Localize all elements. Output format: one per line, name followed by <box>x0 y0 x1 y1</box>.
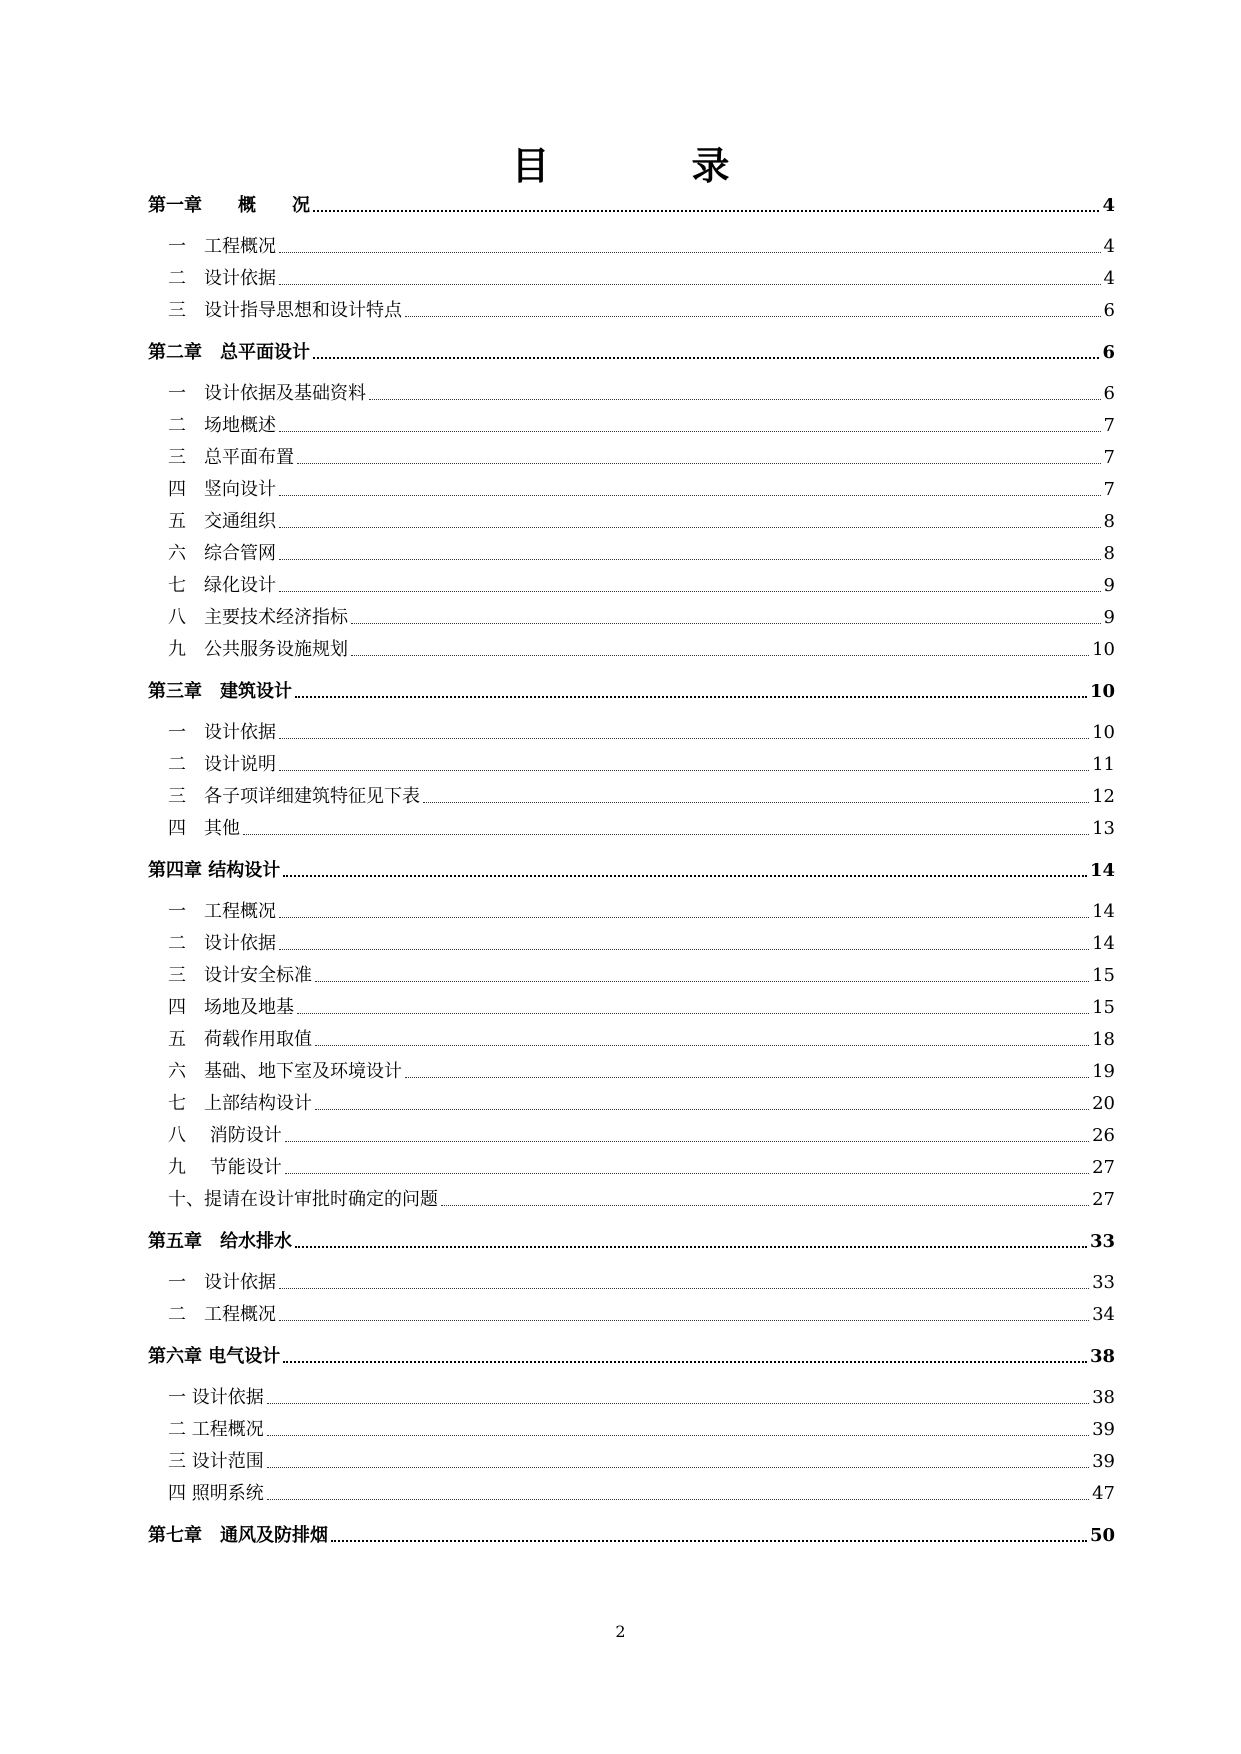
toc-entry-page-number: 14 <box>1089 860 1115 881</box>
toc-entry-label: 二 设计依据 <box>168 268 276 289</box>
toc-entry-label: 第三章 建筑设计 <box>148 681 292 702</box>
toc-section-entry[interactable] <box>168 1302 1115 1328</box>
toc-entry-label: 六 基础、地下室及环境设计 <box>168 1061 402 1082</box>
toc-section-entry[interactable] <box>168 266 1115 292</box>
toc-entry-page-number: 50 <box>1089 1525 1115 1546</box>
toc-entry-page-number: 38 <box>1089 1346 1115 1367</box>
toc-section-entry[interactable] <box>168 509 1115 535</box>
toc-section-entry[interactable] <box>168 1027 1115 1053</box>
page-number: 2 <box>615 1622 626 1641</box>
toc-dot-leader <box>243 834 1089 835</box>
toc-chapter-entry[interactable] <box>148 1523 1115 1549</box>
toc-section-entry[interactable] <box>168 1091 1115 1117</box>
toc-entry-label: 九 公共服务设施规划 <box>168 639 348 660</box>
toc-dot-leader <box>279 949 1089 950</box>
toc-entry-label: 二 设计依据 <box>168 933 276 954</box>
toc-entry-label: 一 工程概况 <box>168 901 276 922</box>
toc-entry-page-number: 27 <box>1092 1157 1115 1178</box>
toc-entry-page-number: 4 <box>1103 236 1115 257</box>
toc-dot-leader <box>313 210 1099 212</box>
toc-entry-label: 三 设计范围 <box>168 1451 264 1472</box>
toc-entry-label: 一 设计依据及基础资料 <box>168 383 366 404</box>
toc-entry-page-number: 8 <box>1103 543 1115 564</box>
toc-chapter-entry[interactable] <box>148 1344 1115 1370</box>
toc-entry-page-number: 4 <box>1103 268 1115 289</box>
toc-entry-page-number: 18 <box>1092 1029 1115 1050</box>
toc-section-entry[interactable] <box>168 605 1115 631</box>
toc-entry-label: 十、提请在设计审批时确定的问题 <box>168 1189 438 1210</box>
toc-section-entry[interactable] <box>168 1481 1115 1507</box>
toc-section-entry[interactable] <box>168 234 1115 260</box>
toc-entry-page-number: 6 <box>1102 342 1115 363</box>
toc-entry-label: 九 节能设计 <box>168 1157 282 1178</box>
toc-entry-page-number: 13 <box>1092 818 1115 839</box>
toc-dot-leader <box>313 357 1099 359</box>
toc-entry-label: 二 场地概述 <box>168 415 276 436</box>
toc-section-entry[interactable] <box>168 477 1115 503</box>
toc-dot-leader <box>279 495 1101 496</box>
toc-entry-page-number: 7 <box>1103 479 1115 500</box>
toc-dot-leader <box>405 316 1101 317</box>
toc-dot-leader <box>295 1246 1087 1248</box>
toc-entry-label: 一 工程概况 <box>168 236 276 257</box>
toc-entry-page-number: 20 <box>1092 1093 1115 1114</box>
toc-dot-leader <box>441 1205 1089 1206</box>
toc-dot-leader <box>351 655 1089 656</box>
toc-section-entry[interactable] <box>168 381 1115 407</box>
toc-entry-label: 四 竖向设计 <box>168 479 276 500</box>
toc-dot-leader <box>351 623 1101 624</box>
toc-chapter-entry[interactable] <box>148 858 1115 884</box>
toc-section-entry[interactable] <box>168 899 1115 925</box>
toc-dot-leader <box>285 1141 1089 1142</box>
toc-dot-leader <box>315 981 1089 982</box>
toc-dot-leader <box>279 591 1101 592</box>
toc-entry-label: 第一章 概 况 <box>148 195 310 216</box>
toc-section-entry[interactable] <box>168 1187 1115 1213</box>
toc-dot-leader <box>283 1361 1087 1363</box>
toc-dot-leader <box>279 770 1089 771</box>
toc-chapter-entry[interactable] <box>148 340 1115 366</box>
toc-entry-page-number: 15 <box>1092 997 1115 1018</box>
toc-entry-page-number: 47 <box>1092 1483 1115 1504</box>
toc-dot-leader <box>315 1045 1089 1046</box>
toc-entry-label: 五 交通组织 <box>168 511 276 532</box>
toc-section-entry[interactable] <box>168 720 1115 746</box>
toc-dot-leader <box>267 1435 1089 1436</box>
toc-entry-page-number: 6 <box>1103 300 1115 321</box>
toc-chapter-entry[interactable] <box>148 1229 1115 1255</box>
toc-entry-label: 四 场地及地基 <box>168 997 294 1018</box>
toc-dot-leader <box>297 463 1101 464</box>
toc-dot-leader <box>315 1109 1089 1110</box>
toc-entry-page-number: 8 <box>1103 511 1115 532</box>
toc-dot-leader <box>331 1540 1087 1542</box>
toc-entry-page-number: 9 <box>1103 607 1115 628</box>
toc-entry-label: 一 设计依据 <box>168 1387 264 1408</box>
toc-entry-label: 第五章 给水排水 <box>148 1231 292 1252</box>
toc-dot-leader <box>295 696 1087 698</box>
toc-dot-leader <box>279 284 1101 285</box>
toc-entry-page-number: 6 <box>1103 383 1115 404</box>
toc-section-entry[interactable] <box>168 784 1115 810</box>
toc-dot-leader <box>267 1499 1089 1500</box>
toc-entry-page-number: 34 <box>1092 1304 1115 1325</box>
toc-section-entry[interactable] <box>168 1123 1115 1149</box>
toc-dot-leader <box>423 802 1089 803</box>
toc-entry-page-number: 4 <box>1102 195 1115 216</box>
toc-entry-label: 第七章 通风及防排烟 <box>148 1525 328 1546</box>
toc-section-entry[interactable] <box>168 1449 1115 1475</box>
toc-entry-label: 二 工程概况 <box>168 1419 264 1440</box>
toc-section-entry[interactable] <box>168 963 1115 989</box>
toc-entry-page-number: 9 <box>1103 575 1115 596</box>
toc-chapter-entry[interactable] <box>148 679 1115 705</box>
toc-entry-label: 第四章 结构设计 <box>148 860 281 881</box>
toc-dot-leader <box>405 1077 1089 1078</box>
toc-entry-page-number: 15 <box>1092 965 1115 986</box>
toc-dot-leader <box>369 399 1101 400</box>
toc-entry-page-number: 7 <box>1103 447 1115 468</box>
toc-dot-leader <box>267 1403 1089 1404</box>
toc-section-entry[interactable] <box>168 931 1115 957</box>
toc-entry-page-number: 10 <box>1092 722 1115 743</box>
toc-entry-page-number: 7 <box>1103 415 1115 436</box>
toc-entry-label: 二 设计说明 <box>168 754 276 775</box>
toc-section-entry[interactable] <box>168 1385 1115 1411</box>
toc-entry-label: 三 总平面布置 <box>168 447 294 468</box>
toc-dot-leader <box>267 1467 1089 1468</box>
toc-entry-label: 三 各子项详细建筑特征见下表 <box>168 786 420 807</box>
toc-section-entry[interactable] <box>168 573 1115 599</box>
toc-entry-label: 四 照明系统 <box>168 1483 264 1504</box>
toc-entry-page-number: 39 <box>1092 1419 1115 1440</box>
toc-entry-label: 七 绿化设计 <box>168 575 276 596</box>
toc-entry-label: 六 综合管网 <box>168 543 276 564</box>
toc-section-entry[interactable] <box>168 752 1115 778</box>
toc-dot-leader <box>283 875 1087 877</box>
toc-section-entry[interactable] <box>168 1155 1115 1181</box>
toc-section-entry[interactable] <box>168 298 1115 324</box>
toc-entry-label: 三 设计指导思想和设计特点 <box>168 300 402 321</box>
toc-chapter-entry[interactable] <box>148 193 1115 219</box>
toc-section-entry[interactable] <box>168 1270 1115 1296</box>
toc-section-entry[interactable] <box>168 413 1115 439</box>
page-title: 目 录 <box>511 143 782 188</box>
toc-dot-leader <box>279 559 1101 560</box>
toc-dot-leader <box>279 527 1101 528</box>
toc-dot-leader <box>285 1173 1089 1174</box>
toc-section-entry[interactable] <box>168 1059 1115 1085</box>
toc-section-entry[interactable] <box>168 445 1115 471</box>
toc-section-entry[interactable] <box>168 637 1115 663</box>
toc-entry-label: 一 设计依据 <box>168 1272 276 1293</box>
toc-entry-page-number: 10 <box>1092 639 1115 660</box>
toc-dot-leader <box>297 1013 1089 1014</box>
toc-section-entry[interactable] <box>168 1417 1115 1443</box>
toc-dot-leader <box>279 1320 1089 1321</box>
toc-dot-leader <box>279 1288 1089 1289</box>
toc-entry-label: 二 工程概况 <box>168 1304 276 1325</box>
toc-entry-label: 一 设计依据 <box>168 722 276 743</box>
toc-entry-page-number: 38 <box>1092 1387 1115 1408</box>
toc-entry-label: 八 消防设计 <box>168 1125 282 1146</box>
toc-entry-page-number: 33 <box>1092 1272 1115 1293</box>
toc-section-entry[interactable] <box>168 816 1115 842</box>
toc-entry-label: 三 设计安全标准 <box>168 965 312 986</box>
toc-section-entry[interactable] <box>168 995 1115 1021</box>
toc-dot-leader <box>279 738 1089 739</box>
toc-entry-page-number: 11 <box>1092 754 1115 775</box>
toc-dot-leader <box>279 431 1101 432</box>
toc-entry-page-number: 39 <box>1092 1451 1115 1472</box>
toc-entry-page-number: 33 <box>1089 1231 1115 1252</box>
toc-entry-label: 八 主要技术经济指标 <box>168 607 348 628</box>
toc-entry-label: 七 上部结构设计 <box>168 1093 312 1114</box>
toc-dot-leader <box>279 252 1101 253</box>
toc-entry-page-number: 19 <box>1092 1061 1115 1082</box>
toc-section-entry[interactable] <box>168 541 1115 567</box>
toc-entry-page-number: 12 <box>1092 786 1115 807</box>
toc-entry-page-number: 27 <box>1092 1189 1115 1210</box>
toc-entry-label: 五 荷载作用取值 <box>168 1029 312 1050</box>
toc-entry-page-number: 14 <box>1092 901 1115 922</box>
toc-entry-label: 第二章 总平面设计 <box>148 342 310 363</box>
toc-entry-page-number: 14 <box>1092 933 1115 954</box>
toc-entry-label: 四 其他 <box>168 818 240 839</box>
toc-entry-page-number: 10 <box>1089 681 1115 702</box>
toc-dot-leader <box>279 917 1089 918</box>
toc-entry-label: 第六章 电气设计 <box>148 1346 281 1367</box>
toc-entry-page-number: 26 <box>1092 1125 1115 1146</box>
